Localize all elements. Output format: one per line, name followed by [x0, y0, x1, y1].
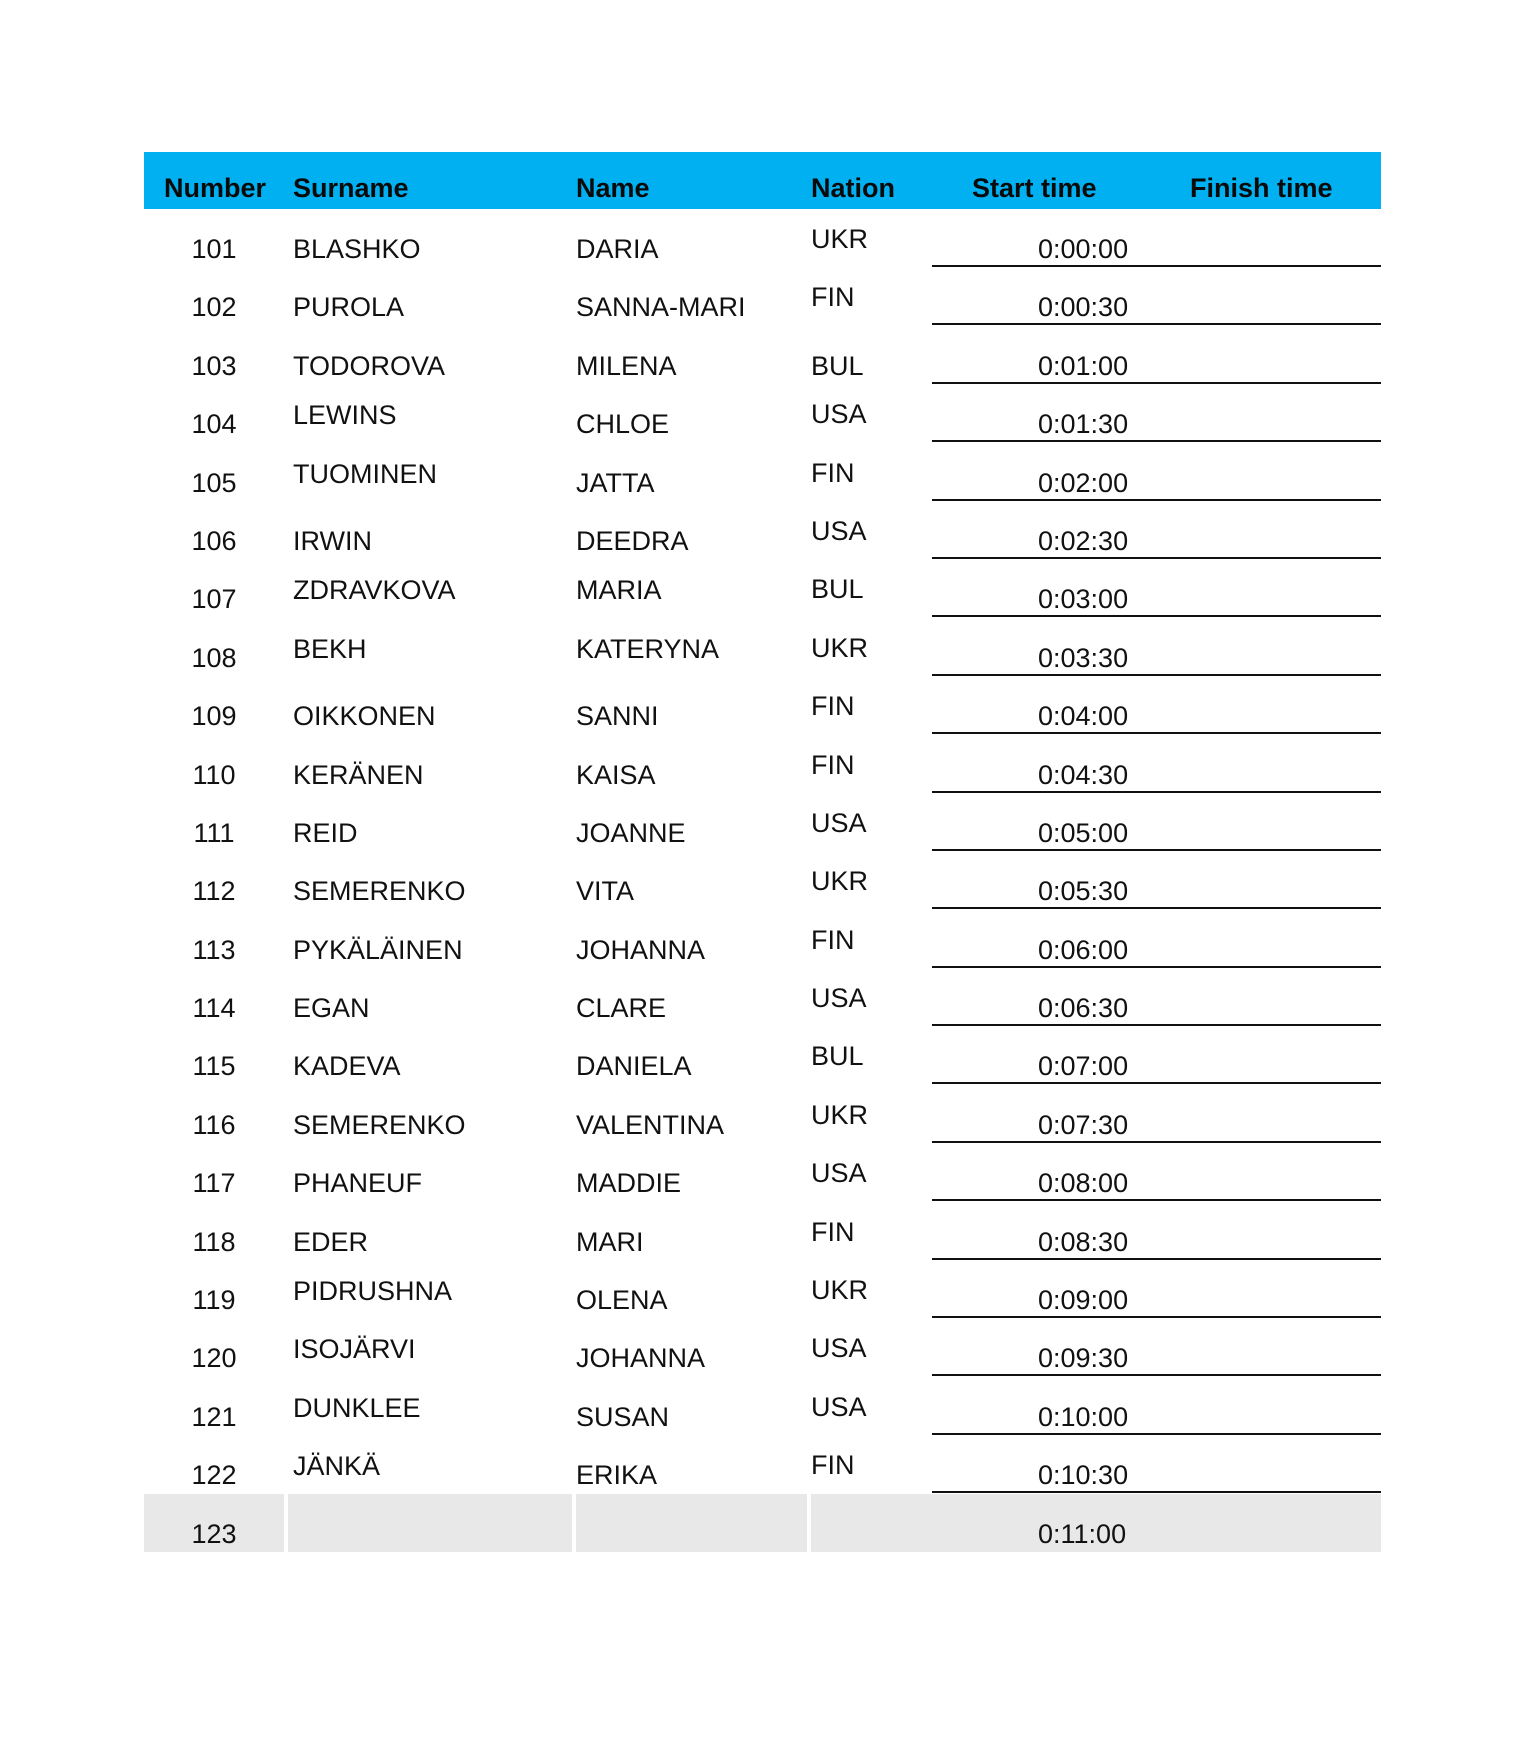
cell-number: 103 — [191, 350, 237, 381]
cell-number: 111 — [193, 817, 235, 848]
table-row — [144, 793, 1381, 851]
cell-start-time — [932, 501, 1381, 559]
cell-surname: SEMERENKO — [293, 1109, 466, 1140]
cell-start-time — [932, 326, 1381, 384]
header-number: Number — [164, 173, 267, 203]
cell-nation: BUL — [811, 1041, 864, 1072]
table-body — [144, 209, 1381, 1552]
cell-start-time — [932, 559, 1381, 617]
table-row — [144, 851, 1381, 909]
cell-start-time — [932, 1377, 1381, 1435]
table-row — [144, 1260, 1381, 1318]
start-time-value: 0:10:30 — [1038, 1460, 1129, 1491]
cell-number: 101 — [191, 234, 237, 264]
cell-start-time — [932, 384, 1381, 442]
cell-name: VALENTINA — [576, 1109, 725, 1140]
cell-surname: KERÄNEN — [293, 759, 424, 790]
header-start-time: Start time — [972, 173, 1097, 203]
table-row — [144, 443, 1381, 501]
cell-number: 117 — [192, 1168, 236, 1199]
cell-nation: FIN — [811, 457, 855, 488]
table-row — [144, 1143, 1381, 1201]
cell-number: 116 — [192, 1109, 236, 1140]
cell-start-time — [932, 968, 1381, 1026]
cell-start-time — [932, 1435, 1381, 1493]
cell-start-time — [932, 735, 1381, 793]
start-time-value: 0:11:00 — [1038, 1518, 1127, 1549]
cell-number: 113 — [192, 934, 236, 965]
start-time-value: 0:07:30 — [1038, 1109, 1129, 1140]
cell-name: JATTA — [576, 467, 655, 498]
cell-name: SANNA-MARI — [576, 292, 746, 323]
start-time-value: 0:00:00 — [1038, 234, 1129, 264]
start-time-value: 0:09:30 — [1038, 1343, 1129, 1374]
table-row — [144, 1202, 1381, 1260]
cell-number: 121 — [191, 1401, 237, 1432]
cell-start-time — [932, 910, 1381, 968]
cell-nation: FIN — [811, 749, 855, 780]
table-row — [144, 1318, 1381, 1376]
header-surname: Surname — [293, 173, 409, 203]
cell-surname: PUROLA — [293, 292, 405, 323]
cell-surname: ISOJÄRVI — [293, 1334, 416, 1365]
cell-nation: UKR — [811, 632, 869, 663]
cell-surname: EDER — [293, 1226, 369, 1257]
start-time-value: 0:03:30 — [1038, 642, 1129, 673]
cell-nation: BUL — [811, 350, 864, 381]
cell-number: 122 — [191, 1460, 237, 1491]
cell-name: KATERYNA — [576, 633, 720, 664]
start-time-value: 0:07:00 — [1038, 1051, 1129, 1082]
cell-surname: OIKKONEN — [293, 701, 436, 732]
cell-nation: FIN — [811, 1216, 855, 1247]
cell-number: 123 — [191, 1518, 237, 1549]
table-row — [144, 676, 1381, 734]
cell-number: 107 — [191, 584, 237, 615]
cell-number: 115 — [192, 1051, 236, 1082]
cell-name: ERIKA — [576, 1460, 658, 1491]
table-row — [144, 1377, 1381, 1435]
header-finish-time: Finish time — [1190, 173, 1333, 203]
start-time-value: 0:06:00 — [1038, 934, 1129, 965]
start-time-value: 0:04:00 — [1038, 701, 1129, 732]
cell-name: SANNI — [576, 701, 659, 732]
cell-name: JOHANNA — [576, 934, 706, 965]
start-time-value: 0:02:30 — [1038, 525, 1129, 556]
start-time-value: 0:08:00 — [1038, 1168, 1129, 1199]
cell-name: DANIELA — [576, 1051, 692, 1082]
cell-name: JOHANNA — [576, 1343, 706, 1374]
header-nation: Nation — [811, 173, 895, 203]
cell-number: 118 — [192, 1226, 236, 1257]
start-time-value: 0:10:00 — [1038, 1401, 1129, 1432]
table-row — [144, 1494, 1381, 1552]
cell-surname: TUOMINEN — [293, 458, 437, 489]
table-row — [144, 501, 1381, 559]
cell-nation: UKR — [811, 1099, 869, 1130]
table-row — [144, 209, 1381, 267]
cell-number: 114 — [192, 993, 236, 1024]
cell-surname: REID — [293, 817, 358, 848]
cell-nation: USA — [811, 807, 867, 838]
cell-start-time — [932, 793, 1381, 851]
cell-surname: KADEVA — [293, 1051, 401, 1082]
table-row — [144, 968, 1381, 1026]
cell-name: OLENA — [576, 1285, 668, 1316]
cell-number: 108 — [191, 642, 237, 673]
start-time-value: 0:05:30 — [1038, 876, 1129, 907]
start-time-value: 0:01:00 — [1038, 350, 1129, 381]
start-time-value: 0:05:00 — [1038, 817, 1129, 848]
cell-name: MARIA — [576, 575, 662, 606]
cell-number: 109 — [191, 701, 237, 732]
cell-nation: USA — [811, 983, 867, 1014]
cell-name: DEEDRA — [576, 525, 689, 556]
cell-number: 106 — [191, 525, 237, 556]
start-time-value: 0:00:30 — [1038, 292, 1129, 323]
cell-surname: DUNKLEE — [293, 1392, 421, 1423]
table-row — [144, 384, 1381, 442]
cell-start-time — [932, 618, 1381, 676]
start-list-table — [144, 152, 1381, 1552]
cell-surname: BLASHKO — [293, 234, 421, 264]
start-time-value: 0:06:30 — [1038, 993, 1129, 1024]
cell-number: 104 — [191, 409, 237, 440]
cell-nation: USA — [811, 399, 867, 430]
cell-surname: TODOROVA — [293, 350, 446, 381]
cell-surname: SEMERENKO — [293, 876, 466, 907]
start-time-value: 0:01:30 — [1038, 409, 1129, 440]
table-row — [144, 1085, 1381, 1143]
cell-nation: FIN — [811, 924, 855, 955]
cell-start-time — [932, 267, 1381, 325]
cell-surname: EGAN — [293, 993, 370, 1024]
cell-nation: UKR — [811, 224, 869, 254]
cell-nation: USA — [811, 1158, 867, 1189]
cell-start-time — [932, 1318, 1381, 1376]
cell-nation: BUL — [811, 574, 864, 605]
table-row — [144, 1435, 1381, 1493]
table-row — [144, 326, 1381, 384]
table-row — [144, 1026, 1381, 1084]
cell-number: 105 — [191, 467, 237, 498]
cell-number: 112 — [192, 876, 236, 907]
cell-nation: FIN — [811, 282, 855, 313]
cell-nation: UKR — [811, 1275, 869, 1306]
table-row — [144, 267, 1381, 325]
start-time-value: 0:02:00 — [1038, 467, 1129, 498]
cell-nation: FIN — [811, 1450, 855, 1481]
cell-name: MADDIE — [576, 1168, 682, 1199]
cell-surname: JÄNKÄ — [293, 1451, 381, 1482]
cell-surname: LEWINS — [293, 400, 397, 431]
cell-start-time — [932, 443, 1381, 501]
cell-name: MILENA — [576, 350, 677, 381]
cell-nation: USA — [811, 515, 867, 546]
cell-start-time — [932, 209, 1381, 267]
cell-nation: USA — [811, 1333, 867, 1364]
cell-name: SUSAN — [576, 1401, 670, 1432]
cell-nation: UKR — [811, 866, 869, 897]
cell-start-time — [932, 1143, 1381, 1201]
cell-number: 110 — [192, 759, 236, 790]
cell-name: CLARE — [576, 993, 667, 1024]
start-time-value: 0:08:30 — [1038, 1226, 1129, 1257]
cell-start-time — [932, 1026, 1381, 1084]
cell-nation: USA — [811, 1391, 867, 1422]
header-name: Name — [576, 173, 650, 203]
cell-start-time — [932, 1494, 1381, 1552]
cell-number: 120 — [191, 1343, 237, 1374]
cell-start-time — [932, 676, 1381, 734]
cell-nation: FIN — [811, 691, 855, 722]
cell-name: JOANNE — [576, 817, 686, 848]
cell-number: 102 — [191, 292, 237, 323]
cell-start-time — [932, 1202, 1381, 1260]
cell-surname: PIDRUSHNA — [293, 1276, 453, 1307]
cell-name: VITA — [576, 876, 635, 907]
cell-surname: PHANEUF — [293, 1168, 423, 1199]
cell-start-time — [932, 1260, 1381, 1318]
start-time-value: 0:03:00 — [1038, 584, 1129, 615]
cell-surname: IRWIN — [293, 525, 372, 556]
cell-surname: PYKÄLÄINEN — [293, 934, 463, 965]
table-row — [144, 559, 1381, 617]
table-row — [144, 910, 1381, 968]
table-row — [144, 618, 1381, 676]
cell-name: DARIA — [576, 234, 659, 264]
start-time-value: 0:09:00 — [1038, 1285, 1129, 1316]
cell-name: KAISA — [576, 759, 656, 790]
table-row — [144, 735, 1381, 793]
cell-number: 119 — [192, 1285, 236, 1316]
cell-name: MARI — [576, 1226, 644, 1257]
table-header — [144, 152, 1381, 209]
cell-start-time — [932, 1085, 1381, 1143]
cell-surname: ZDRAVKOVA — [293, 575, 456, 606]
start-time-value: 0:04:30 — [1038, 759, 1129, 790]
cell-start-time — [932, 851, 1381, 909]
cell-surname: BEKH — [293, 633, 367, 664]
cell-name: CHLOE — [576, 409, 670, 440]
